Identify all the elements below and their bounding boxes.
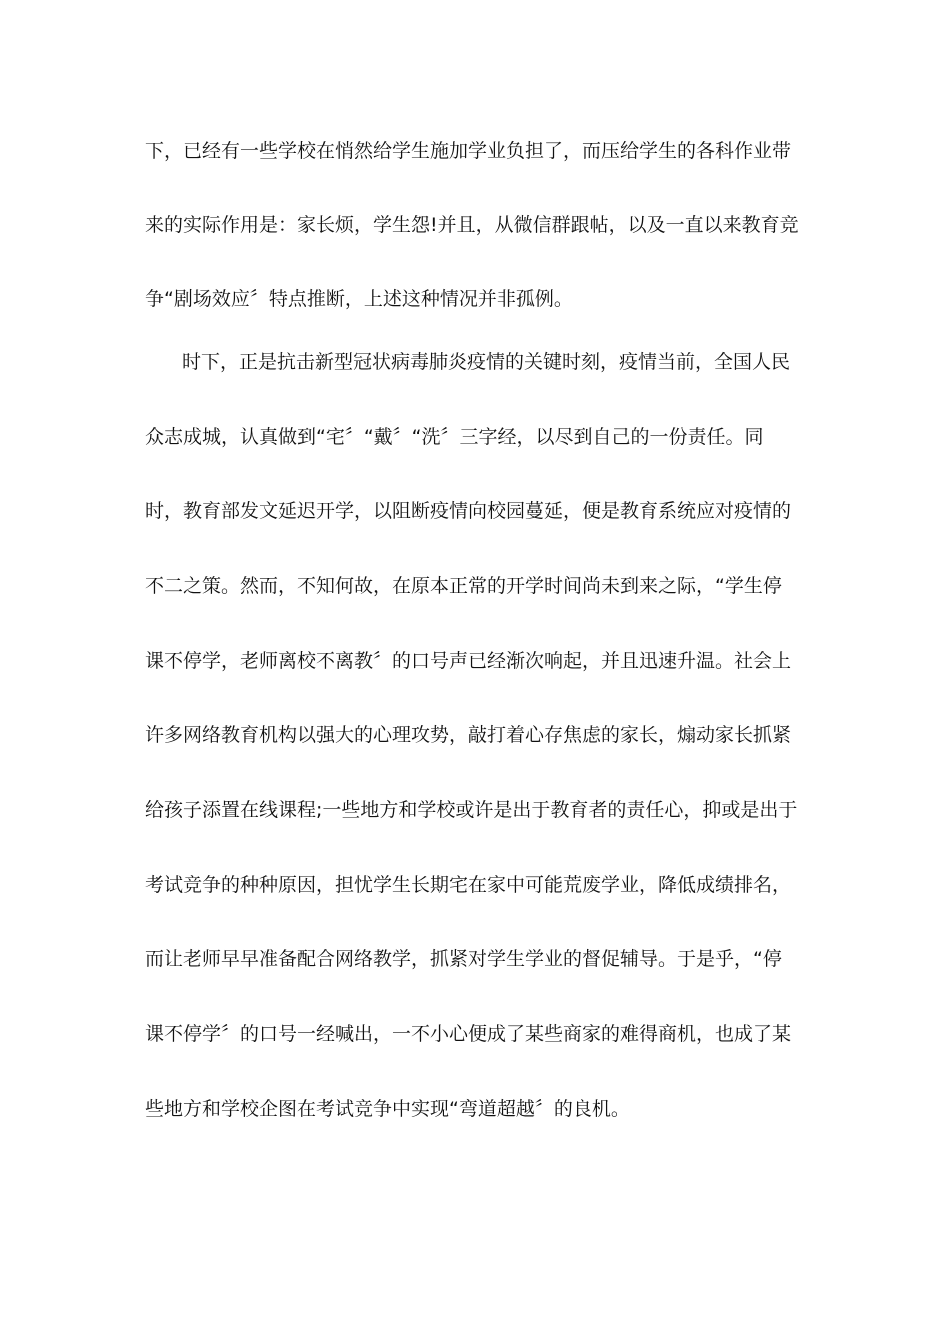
paragraph-2-line-11: 些地方和学校企图在考试竞争中实现“弯道超越〞的良机。 <box>145 1098 630 1120</box>
paragraph-2-line-3: 时，教育部发文延迟开学，以阻断疫情向校园蔓延，便是教育系统应对疫情的 <box>145 500 792 522</box>
paragraph-2-line-8: 考试竞争的种种原因，担忧学生长期宅在家中可能荒废学业，降低成绩排名， <box>145 874 792 896</box>
paragraph-1-line-2: 来的实际作用是：家长烦，学生怨!并且，从微信群跟帖，以及一直以来教育竞 <box>145 214 799 236</box>
paragraph-2-line-6: 许多网络教育机构以强大的心理攻势，敲打着心存焦虑的家长，煽动家长抓紧 <box>145 724 792 746</box>
paragraph-2-line-9: 而让老师早早准备配合网络教学，抓紧对学生学业的督促辅导。于是乎，“停 <box>145 948 782 970</box>
paragraph-1-line-3: 争“剧场效应〞特点推断，上述这种情况并非孤例。 <box>145 288 573 310</box>
paragraph-2-line-2: 众志成城，认真做到“宅〞“戴〞“洗〞三字经，以尽到自己的一份责任。同 <box>145 426 764 448</box>
paragraph-2-line-5: 课不停学，老师离校不离教〞的口号声已经渐次响起，并且迅速升温。社会上 <box>145 650 792 672</box>
paragraph-2-line-7: 给孩子添置在线课程;一些地方和学校或许是出于教育者的责任心，抑或是出于 <box>145 799 798 821</box>
paragraph-1-line-1: 下，已经有一些学校在悄然给学生施加学业负担了，而压给学生的各科作业带 <box>145 140 792 162</box>
paragraph-2-line-10: 课不停学〞的口号一经喊出，一不小心便成了某些商家的难得商机，也成了某 <box>145 1023 792 1045</box>
paragraph-2-line-4: 不二之策。然而，不知何故，在原本正常的开学时间尚未到来之际，“学生停 <box>145 575 782 597</box>
paragraph-2-line-1: 时下，正是抗击新型冠状病毒肺炎疫情的关键时刻，疫情当前，全国人民 <box>182 351 791 373</box>
